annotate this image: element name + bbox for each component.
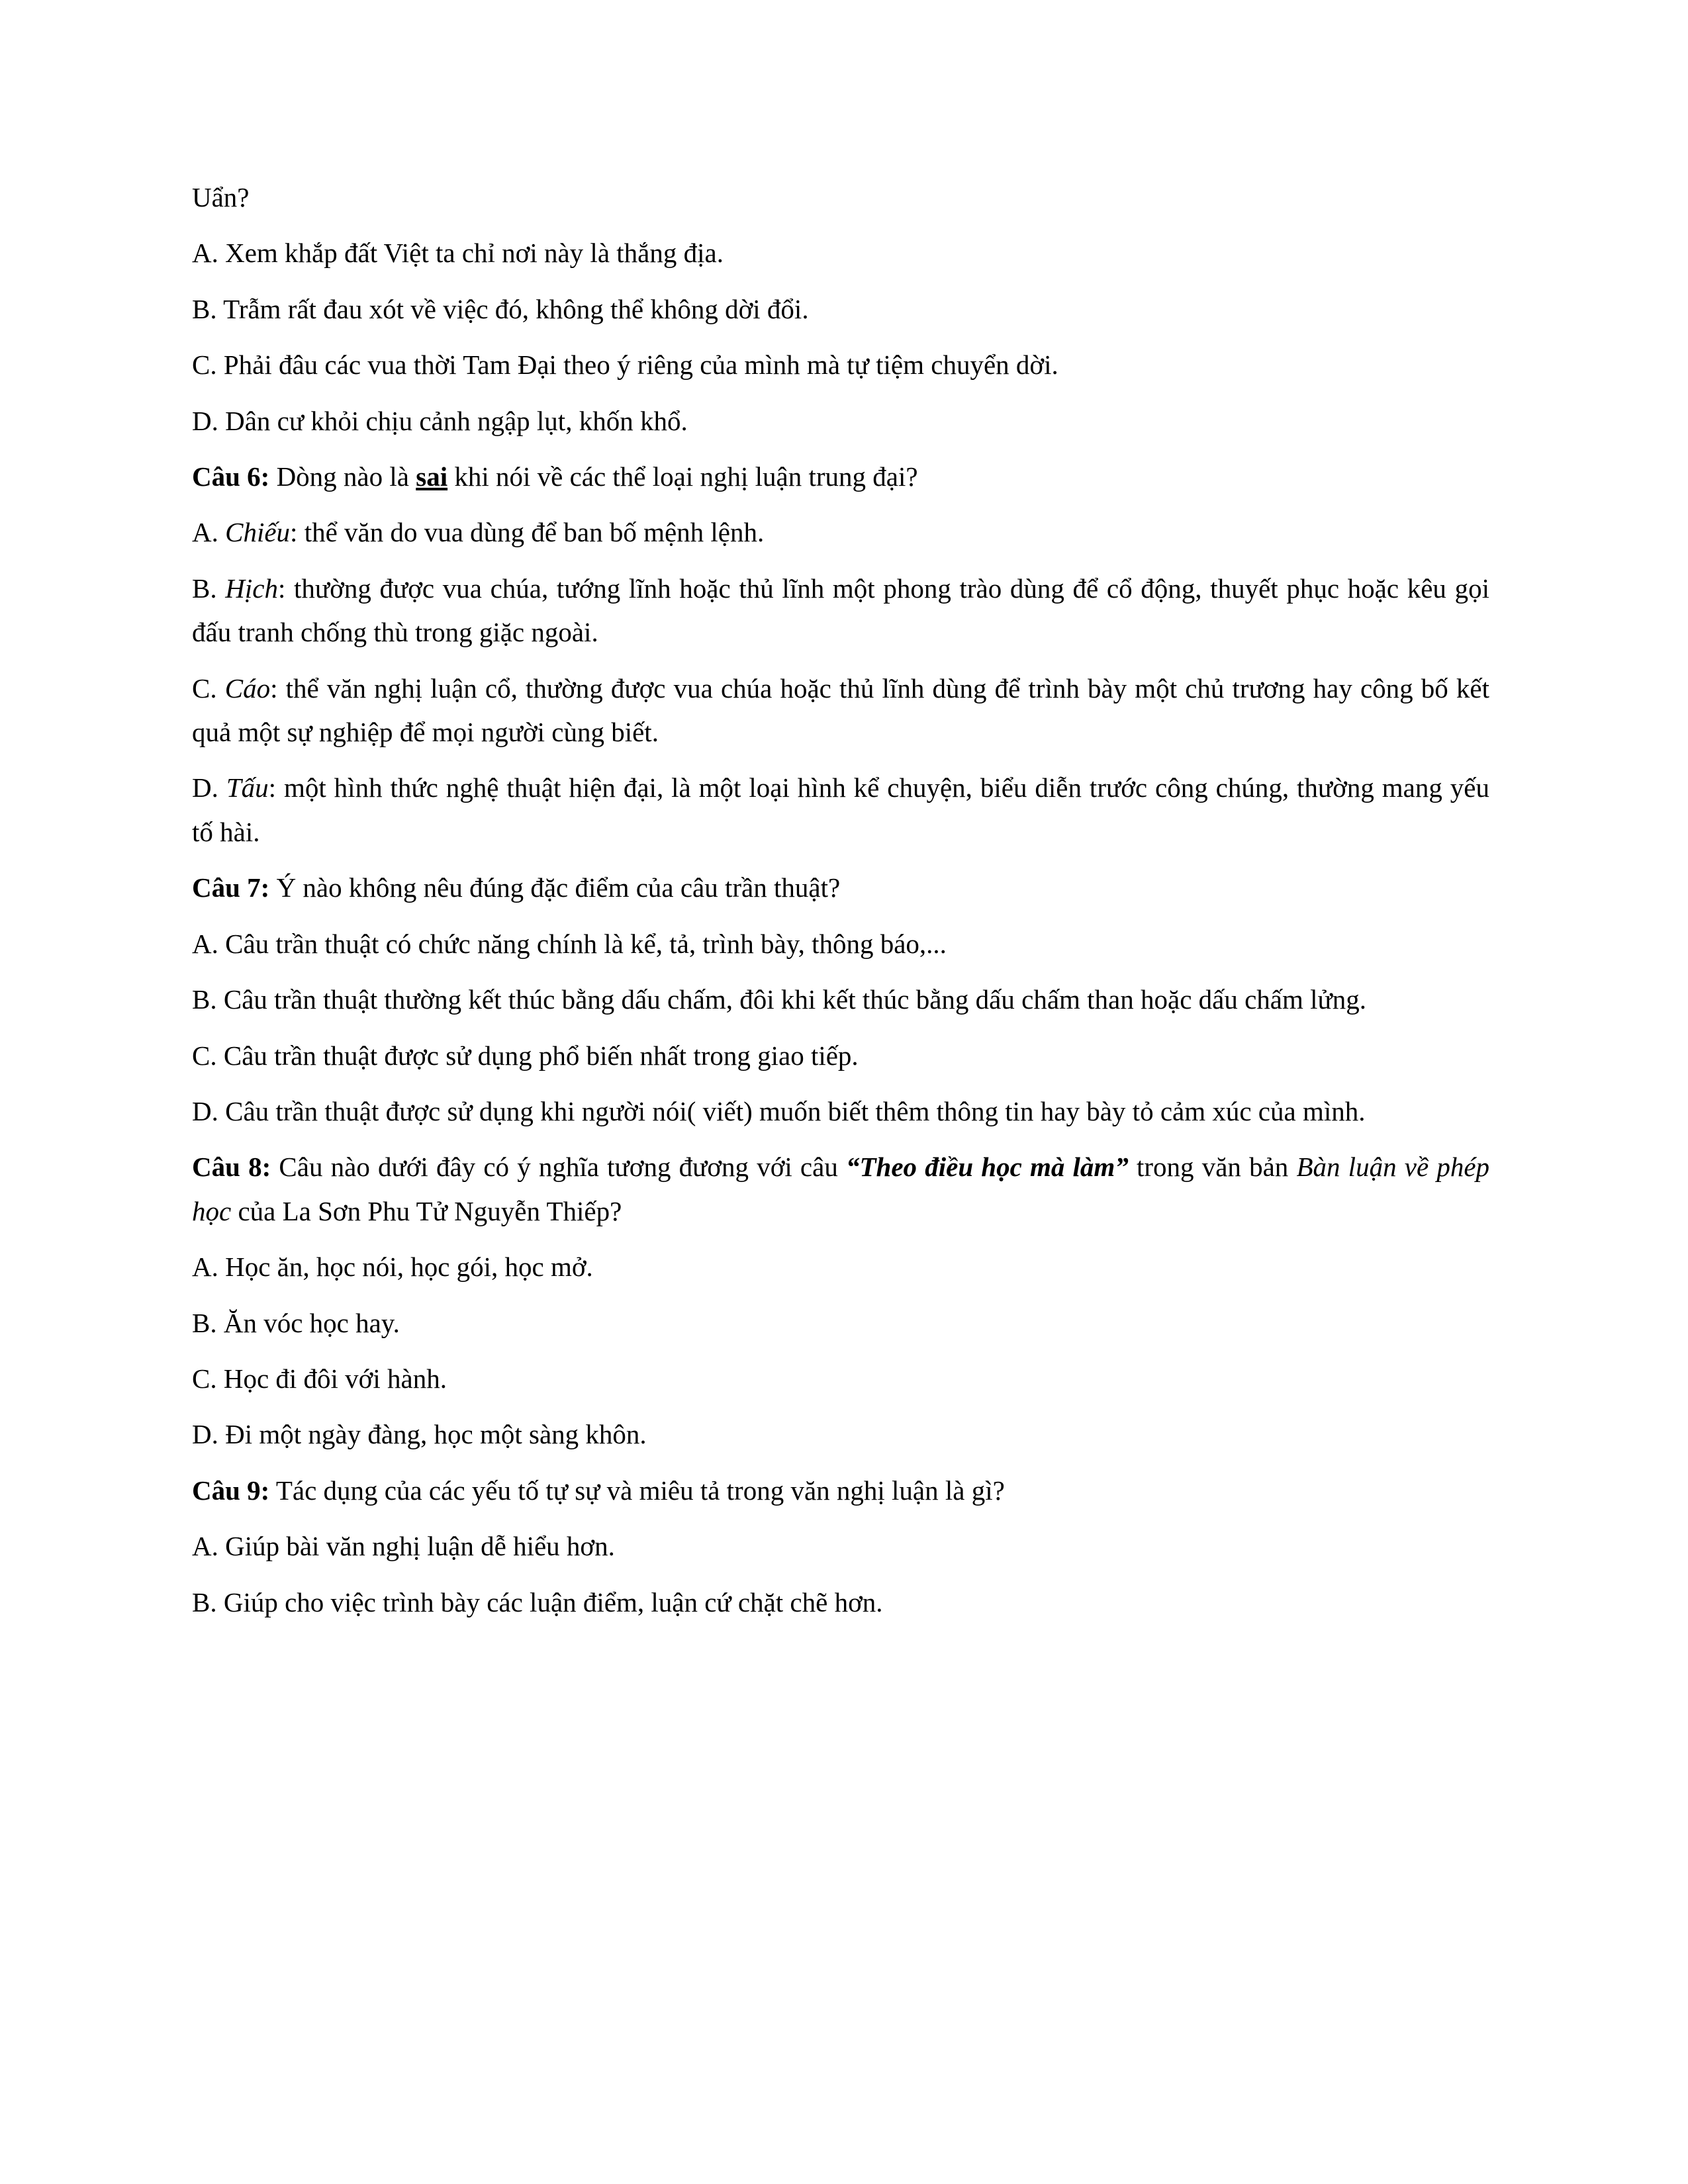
q8-option-b xyxy=(192,1301,1489,1345)
question-7 xyxy=(192,866,1489,909)
q9-option-b-seg-0: B. Giúp cho việc trình bày các luận điểm, luận cứ chặt chẽ hơn. xyxy=(192,1586,883,1617)
q6-option-c-seg-1: Cáo xyxy=(224,672,271,704)
question-7-seg-0: Câu 7: xyxy=(192,872,270,903)
question-6-seg-2: sai xyxy=(416,461,448,492)
q6-option-b-seg-1: Hịch xyxy=(225,572,278,604)
q6-option-a xyxy=(192,510,1489,554)
q8-option-b-seg-0: B. Ăn vóc học hay. xyxy=(192,1307,400,1338)
q7-option-c-seg-0: C. Câu trần thuật được sử dụng phổ biến nhất trong giao tiếp. xyxy=(192,1040,859,1071)
q5-option-c-seg-0: C. Phải đâu các vua thời Tam Đại theo ý riêng của mình mà tự tiệm chuyển dời. xyxy=(192,349,1058,381)
q5-option-a xyxy=(192,231,1489,275)
question-6-seg-3: khi nói về các thể loại nghị luận trung đại? xyxy=(447,461,918,492)
q9-option-a-seg-0: A. Giúp bài văn nghị luận dễ hiểu hơn. xyxy=(192,1531,615,1562)
q8-option-a-seg-0: A. Học ăn, học nói, học gói, học mở. xyxy=(192,1251,593,1283)
q8-option-d xyxy=(192,1412,1489,1456)
q6-option-b-seg-2: : thường được vua chúa, tướng lĩnh hoặc thủ lĩnh một phong trào dùng để cổ động, thuyết phục hoặc kêu gọi đấu tranh chống thù trong giặc ngoài. xyxy=(192,572,1489,648)
question-9-seg-0: Câu 9: xyxy=(192,1475,270,1506)
q7-option-c xyxy=(192,1034,1489,1077)
question-8-seg-0: Câu 8: xyxy=(192,1152,271,1183)
q6-option-b-seg-0: B. xyxy=(192,572,226,604)
q6-option-a-seg-2: : thể văn do vua dùng để ban bố mệnh lệnh. xyxy=(290,517,765,548)
q6-option-a-seg-0: A. xyxy=(192,517,226,548)
question-6-seg-0: Câu 6: xyxy=(192,461,270,492)
q6-option-d-seg-1: Tấu xyxy=(226,772,269,803)
q7-option-b xyxy=(192,978,1489,1021)
q6-option-d-seg-0: D. xyxy=(192,772,226,803)
q6-option-c xyxy=(192,666,1489,754)
q9-option-a xyxy=(192,1524,1489,1568)
line-uan xyxy=(192,175,1489,219)
q5-option-a-seg-0: A. Xem khắp đất Việt ta chỉ nơi này là thắng địa. xyxy=(192,238,724,269)
q8-option-d-seg-0: D. Đi một ngày đàng, học một sàng khôn. xyxy=(192,1419,647,1450)
q6-option-a-seg-1: Chiếu xyxy=(225,517,291,548)
q5-option-d-seg-0: D. Dân cư khỏi chịu cảnh ngập lụt, khốn khổ. xyxy=(192,405,688,436)
document-body xyxy=(192,175,1489,1624)
q7-option-d-seg-0: D. Câu trần thuật được sử dụng khi người nói( viết) muốn biết thêm thông tin hay bày tỏ cảm xúc của mình. xyxy=(192,1095,1366,1126)
question-8 xyxy=(192,1145,1489,1233)
q8-option-a xyxy=(192,1245,1489,1289)
question-8-seg-4: Bàn luận về phép học xyxy=(192,1152,1490,1226)
question-7-seg-1: Ý nào không nêu đúng đặc điểm của câu trần thuật? xyxy=(269,872,841,903)
question-6-seg-1: Dòng nào là xyxy=(269,461,416,492)
q7-option-d xyxy=(192,1089,1489,1133)
q5-option-d xyxy=(192,399,1489,443)
q6-option-c-seg-0: C. xyxy=(192,672,225,704)
question-8-seg-5: của La Sơn Phu Tử Nguyễn Thiếp? xyxy=(231,1195,622,1226)
line-uan-seg-0: Uẩn? xyxy=(192,182,250,212)
question-8-seg-2: “Theo điều học mà làm” xyxy=(846,1152,1129,1183)
q9-option-b xyxy=(192,1580,1489,1624)
q6-option-d xyxy=(192,766,1489,854)
question-6 xyxy=(192,455,1489,498)
q6-option-c-seg-2: : thể văn nghị luận cổ, thường được vua chúa hoặc thủ lĩnh dùng để trình bày một chủ trương hay công bố kết quả một sự nghiệp để mọi người cùng biết. xyxy=(192,672,1489,748)
q7-option-a-seg-0: A. Câu trần thuật có chức năng chính là kể, tả, trình bày, thông báo,... xyxy=(192,928,947,959)
question-9 xyxy=(192,1469,1489,1512)
q5-option-c xyxy=(192,343,1489,387)
q6-option-d-seg-2: : một hình thức nghệ thuật hiện đại, là một loại hình kể chuyện, biểu diễn trước công chúng, thường mang yếu tố hài. xyxy=(192,772,1490,847)
q6-option-b xyxy=(192,567,1489,655)
question-9-seg-1: Tác dụng của các yếu tố tự sự và miêu tả trong văn nghị luận là gì? xyxy=(269,1475,1005,1506)
q8-option-c-seg-0: C. Học đi đôi với hành. xyxy=(192,1363,447,1394)
question-8-seg-3: trong văn bản xyxy=(1128,1152,1297,1183)
question-8-seg-1: Câu nào dưới đây có ý nghĩa tương đương với câu xyxy=(271,1152,847,1183)
q8-option-c xyxy=(192,1357,1489,1400)
q5-option-b-seg-0: B. Trẫm rất đau xót về việc đó, không thể không dời đổi. xyxy=(192,293,809,324)
q7-option-a xyxy=(192,922,1489,966)
q5-option-b xyxy=(192,287,1489,331)
q7-option-b-seg-0: B. Câu trần thuật thường kết thúc bằng dấu chấm, đôi khi kết thúc bằng dấu chấm than hoặc dấu chấm lửng. xyxy=(192,984,1366,1015)
